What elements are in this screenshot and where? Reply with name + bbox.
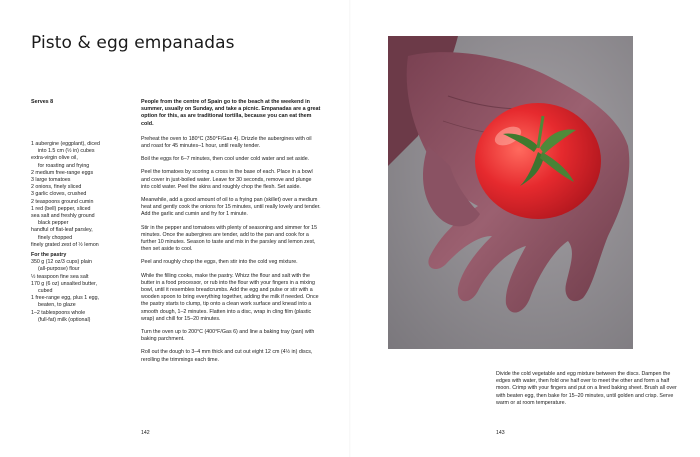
ingredient-line: finely grated zest of ½ lemon [31, 241, 99, 248]
ingredient-line: sea salt and freshly ground [31, 213, 95, 220]
right-page [350, 0, 700, 457]
page-number-left: 142 [141, 430, 150, 436]
pastry-ingredient-line: cubed [38, 288, 53, 295]
method-step: Roll out the dough to 3–4 mm thick and cut out eight 12 cm (4½ in) discs, rerolling the trimmings each time. [141, 349, 313, 363]
method-step: Boil the eggs for 6–7 minutes, then cool under cold water and set aside. [141, 156, 310, 163]
method-step: Turn the oven up to 200°C (400°F/Gas 6) and line a baking tray (pan) with baking parchment. [141, 329, 315, 343]
method-step: Peel the tomatoes by scoring a cross in the base of each. Place in a bowl and cover in just-boiled water. Leave for 30 seconds, remove and plunge into cold water. Peel the skins and roughly chop the flesh. Set aside. [141, 169, 313, 190]
pastry-ingredient-line: 170 g (6 oz) unsalted butter, [31, 280, 97, 287]
method-step: Stir in the pepper and tomatoes with plenty of seasoning and simmer for 15 minutes. Once the aubergines are tender, add to the pan and cook for a further 10 minutes. Season to taste and mix in the parsley and lemon zest, then set aside to cool. [141, 224, 318, 253]
ingredient-list [31, 141, 131, 324]
method-step: Peel and roughly chop the eggs, then stir into the cold veg mixture. [141, 259, 298, 266]
hand-holding-tomato-photo [388, 36, 633, 349]
pastry-ingredient-line: (all-purpose) flour [38, 266, 80, 273]
serves-label: Serves 8 [31, 99, 54, 105]
pastry-ingredient-line: beaten, to glaze [38, 302, 76, 309]
pastry-ingredient-line: 1–2 tablespoons whole [31, 309, 86, 316]
ingredient-line: 1 aubergine (eggplant), diced [31, 141, 100, 147]
ingredient-line: black pepper [38, 220, 69, 227]
ingredient-line: 2 onions, finely sliced [31, 184, 82, 191]
ingredient-line: 2 medium free-range eggs [31, 169, 94, 176]
recipe-intro: People from the centre of Spain go to the beach at the weekend in summer, usually on Sunday, and take a picnic. Empanadas are a great option for this, as are traditional tortilla, because you can eat them cold. [141, 99, 321, 127]
pastry-ingredient-line: (full-fat) milk (optional) [38, 316, 91, 323]
ingredient-line: handful of flat-leaf parsley, [31, 227, 93, 234]
method-continued: Divide the cold vegetable and egg mixture between the discs. Dampen the edges with water, then fold one half over to meet the other and form a half moon. Crimp with your fingers and put on a lined baking sheet. Brush all over with beaten egg, then bake for 15–20 minutes, until golden and crisp. Serve warm or at room temperature. [496, 371, 677, 406]
ingredient-line: extra-virgin olive oil, [31, 155, 78, 162]
ingredient-line: 1 red (bell) pepper, sliced [31, 205, 91, 212]
ingredient-line: 2 teaspoons ground cumin [31, 198, 94, 205]
method-step: Preheat the oven to 180°C (350°F/Gas 4). Drizzle the aubergines with oil and roast for 45 minutes–1 hour, until really tender. [141, 135, 312, 150]
ingredient-line: 3 garlic cloves, crushed [31, 191, 87, 198]
pastry-ingredient-line: 1 free-range egg, plus 1 egg, [31, 295, 100, 302]
method-step: While the filling cooks, make the pastry. Whizz the flour and salt with the butter in a food processor, or rub into the flour with your fingers in a mixing bowl, until it resembles breadcrumbs. Add the egg and pulse or stir with a wooden spoon to bring everything together, adding the milk if needed. Once the pastry starts to clump, tip onto a clean work surface and knead into a smooth dough, 1–2 minutes. Flatten into a disc, wrap in cling film (plastic wrap) and chill for 15–20 minutes. [141, 272, 319, 322]
photo-illustration [388, 36, 633, 349]
method-steps [141, 136, 321, 364]
pastry-ingredient-line: ½ teaspoon fine sea salt [31, 273, 89, 280]
recipe-title: Pisto & egg empanadas [31, 33, 235, 53]
method-column [141, 99, 321, 370]
ingredient-line: 3 large tomatoes [31, 177, 71, 184]
ingredient-line: finely chopped [38, 234, 73, 241]
page-number-right: 143 [496, 430, 505, 436]
pastry-ingredient-line: 350 g (12 oz/3 cups) plain [31, 259, 92, 266]
method-step: Meanwhile, add a good amount of oil to a frying pan (skillet) over a medium heat and gently cook the onions for 15 minutes, until really lovely and tender. Add the garlic and cumin and fry for 1 minute. [141, 197, 321, 218]
ingredient-line: for roasting and frying [38, 162, 90, 169]
ingredient-line: into 1.5 cm (½ in) cubes [38, 148, 95, 155]
pastry-heading: For the pastry [31, 252, 67, 259]
